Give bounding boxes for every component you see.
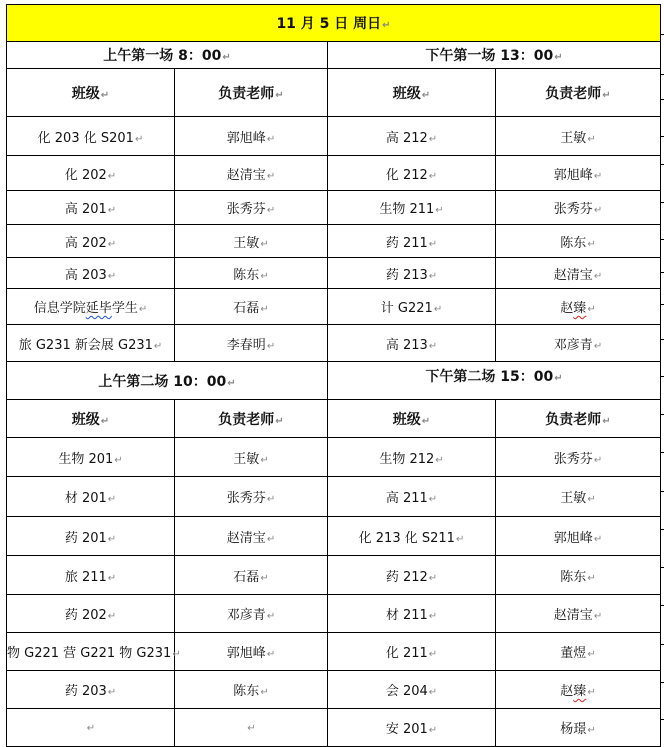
class-cell: 会 204: [385, 684, 428, 699]
class-cell: 化 203 化 S201: [37, 130, 134, 146]
table-row: 高 201↵ 张秀芬↵ 生物 211↵ 张秀芬↵: [7, 191, 661, 225]
session-title-pm2: 下午第二场 15：00↵: [328, 362, 661, 400]
header-teacher: 负责老师↵: [175, 69, 328, 117]
header-teacher: 负责老师↵: [496, 69, 661, 117]
class-cell: 信息学院延毕学生: [33, 301, 138, 316]
schedule-sheet: [6, 4, 660, 747]
table-row: 药 201↵ 赵清宝↵ 化 213 化 S211↵ 郭旭峰↵: [7, 517, 661, 556]
class-cell: 化 211: [385, 646, 428, 661]
header-teacher: 负责老师↵: [496, 400, 661, 438]
teacher-cell: 郭旭峰: [226, 646, 266, 661]
teacher-cell: 邓彦青: [553, 337, 593, 353]
class-cell: 材 211: [385, 608, 428, 623]
spellcheck-marked-text: 臻: [573, 684, 587, 699]
class-cell: 化 202: [64, 167, 107, 183]
class-cell: 药 203: [64, 684, 107, 699]
class-cell: 物 G221 营 G221 物 G231: [7, 646, 172, 661]
session-title-pm1: 下午第一场 13：00↵: [328, 42, 661, 69]
teacher-cell: 陈东: [233, 684, 260, 699]
teacher-cell: 陈东: [560, 569, 587, 585]
class-cell: 药 211: [385, 235, 428, 251]
table-row: 化 203 化 S201↵ 郭旭峰↵ 高 212↵ 王敏↵: [7, 117, 661, 156]
spellcheck-marked-text: 延毕: [85, 301, 112, 316]
teacher-cell: 赵臻: [560, 301, 587, 316]
table-row: 药 202↵ 邓彦青↵ 材 211↵ 赵清宝↵: [7, 595, 661, 633]
column-header-row-1: [7, 69, 661, 117]
teacher-cell: 陈东: [560, 235, 587, 251]
teacher-cell: 王敏: [233, 451, 260, 467]
teacher-cell: 赵清宝: [553, 267, 593, 283]
class-cell: 生物 211: [379, 202, 435, 217]
class-cell: 生物 212: [379, 451, 435, 467]
class-cell: 旅 G231 新会展 G231: [18, 337, 153, 353]
teacher-cell: 郭旭峰: [226, 130, 266, 146]
teacher-cell: 张秀芬: [553, 202, 593, 217]
class-cell: 药 212: [385, 569, 428, 585]
header-teacher: 负责老师↵: [175, 400, 328, 438]
date-title: 11 月 5 日 周日↵: [7, 5, 661, 42]
teacher-cell: 王敏: [560, 491, 587, 506]
teacher-cell: 杨璟: [560, 722, 587, 737]
teacher-cell: 郭旭峰: [553, 530, 593, 546]
teacher-cell: 赵臻: [560, 684, 587, 699]
teacher-cell: 石磊: [233, 569, 260, 585]
session-row-1: [7, 42, 661, 69]
teacher-cell: 张秀芬: [553, 451, 593, 467]
title-row: [7, 5, 661, 42]
class-cell: 高 213: [385, 337, 428, 353]
session-title-am2: 上午第二场 10：00↵: [7, 362, 328, 400]
class-cell: 化 213 化 S211: [358, 530, 455, 546]
table-row: ↵ ↵ 安 201↵ 杨璟↵: [7, 709, 661, 747]
teacher-cell: 李春明: [226, 337, 266, 353]
class-cell: 高 202: [64, 235, 107, 251]
teacher-cell: 张秀芬: [226, 491, 266, 506]
class-cell: 化 212: [385, 167, 428, 183]
table-row: 高 202↵ 王敏↵ 药 211↵ 陈东↵: [7, 225, 661, 258]
class-cell: 药 201: [64, 530, 107, 546]
class-cell: 高 203: [64, 267, 107, 283]
table-row: 信息学院延毕学生↵ 石磊↵ 计 G221↵ 赵臻↵: [7, 289, 661, 325]
table-row: 旅 G231 新会展 G231↵ 李春明↵ 高 213↵ 邓彦青↵: [7, 325, 661, 362]
class-cell: 高 201: [64, 202, 107, 217]
header-class: 班级↵: [7, 69, 175, 117]
header-class: 班级↵: [7, 400, 175, 438]
table-row: 材 201↵ 张秀芬↵ 高 211↵ 王敏↵: [7, 477, 661, 517]
teacher-cell: 王敏: [233, 235, 260, 251]
class-cell: 药 213: [385, 267, 428, 283]
exam-schedule-table: [6, 4, 661, 747]
table-row: 药 203↵ 陈东↵ 会 204↵ 赵臻↵: [7, 671, 661, 709]
column-header-row-2: [7, 400, 661, 438]
class-cell: 旅 211: [64, 569, 107, 585]
session-row-2: [7, 362, 661, 400]
table-row: 生物 201↵ 王敏↵ 生物 212↵ 张秀芬↵: [7, 438, 661, 477]
table-row: 高 203↵ 陈东↵ 药 213↵ 赵清宝↵: [7, 258, 661, 289]
teacher-cell: 赵清宝: [226, 530, 266, 546]
class-cell: 高 211: [385, 491, 428, 506]
table-row: 物 G221 营 G221 物 G231↵ 郭旭峰↵ 化 211↵ 董煜↵: [7, 633, 661, 671]
teacher-cell: 陈东: [233, 267, 260, 283]
class-cell: 材 201: [64, 491, 107, 506]
teacher-cell: 王敏: [560, 130, 587, 146]
teacher-cell: 石磊: [233, 301, 260, 316]
teacher-cell: 赵清宝: [226, 167, 266, 183]
session-title-am1: 上午第一场 8：00↵: [7, 42, 328, 69]
header-class: 班级↵: [328, 400, 496, 438]
teacher-cell: 邓彦青: [226, 608, 266, 623]
header-class: 班级↵: [328, 69, 496, 117]
class-cell: 药 202: [64, 608, 107, 623]
class-cell: 高 212: [385, 130, 428, 146]
class-cell: 生物 201: [58, 451, 114, 467]
teacher-cell: 董煜: [560, 646, 587, 661]
spellcheck-marked-text: 臻: [573, 301, 587, 316]
teacher-cell: 郭旭峰: [553, 167, 593, 183]
class-cell: 安 201: [385, 722, 428, 737]
teacher-cell: 张秀芬: [226, 202, 266, 217]
table-row: 旅 211↵ 石磊↵ 药 212↵ 陈东↵: [7, 556, 661, 595]
teacher-cell: 赵清宝: [553, 608, 593, 623]
table-row: 化 202↵ 赵清宝↵ 化 212↵ 郭旭峰↵: [7, 156, 661, 191]
class-cell: 计 G221: [380, 301, 433, 316]
